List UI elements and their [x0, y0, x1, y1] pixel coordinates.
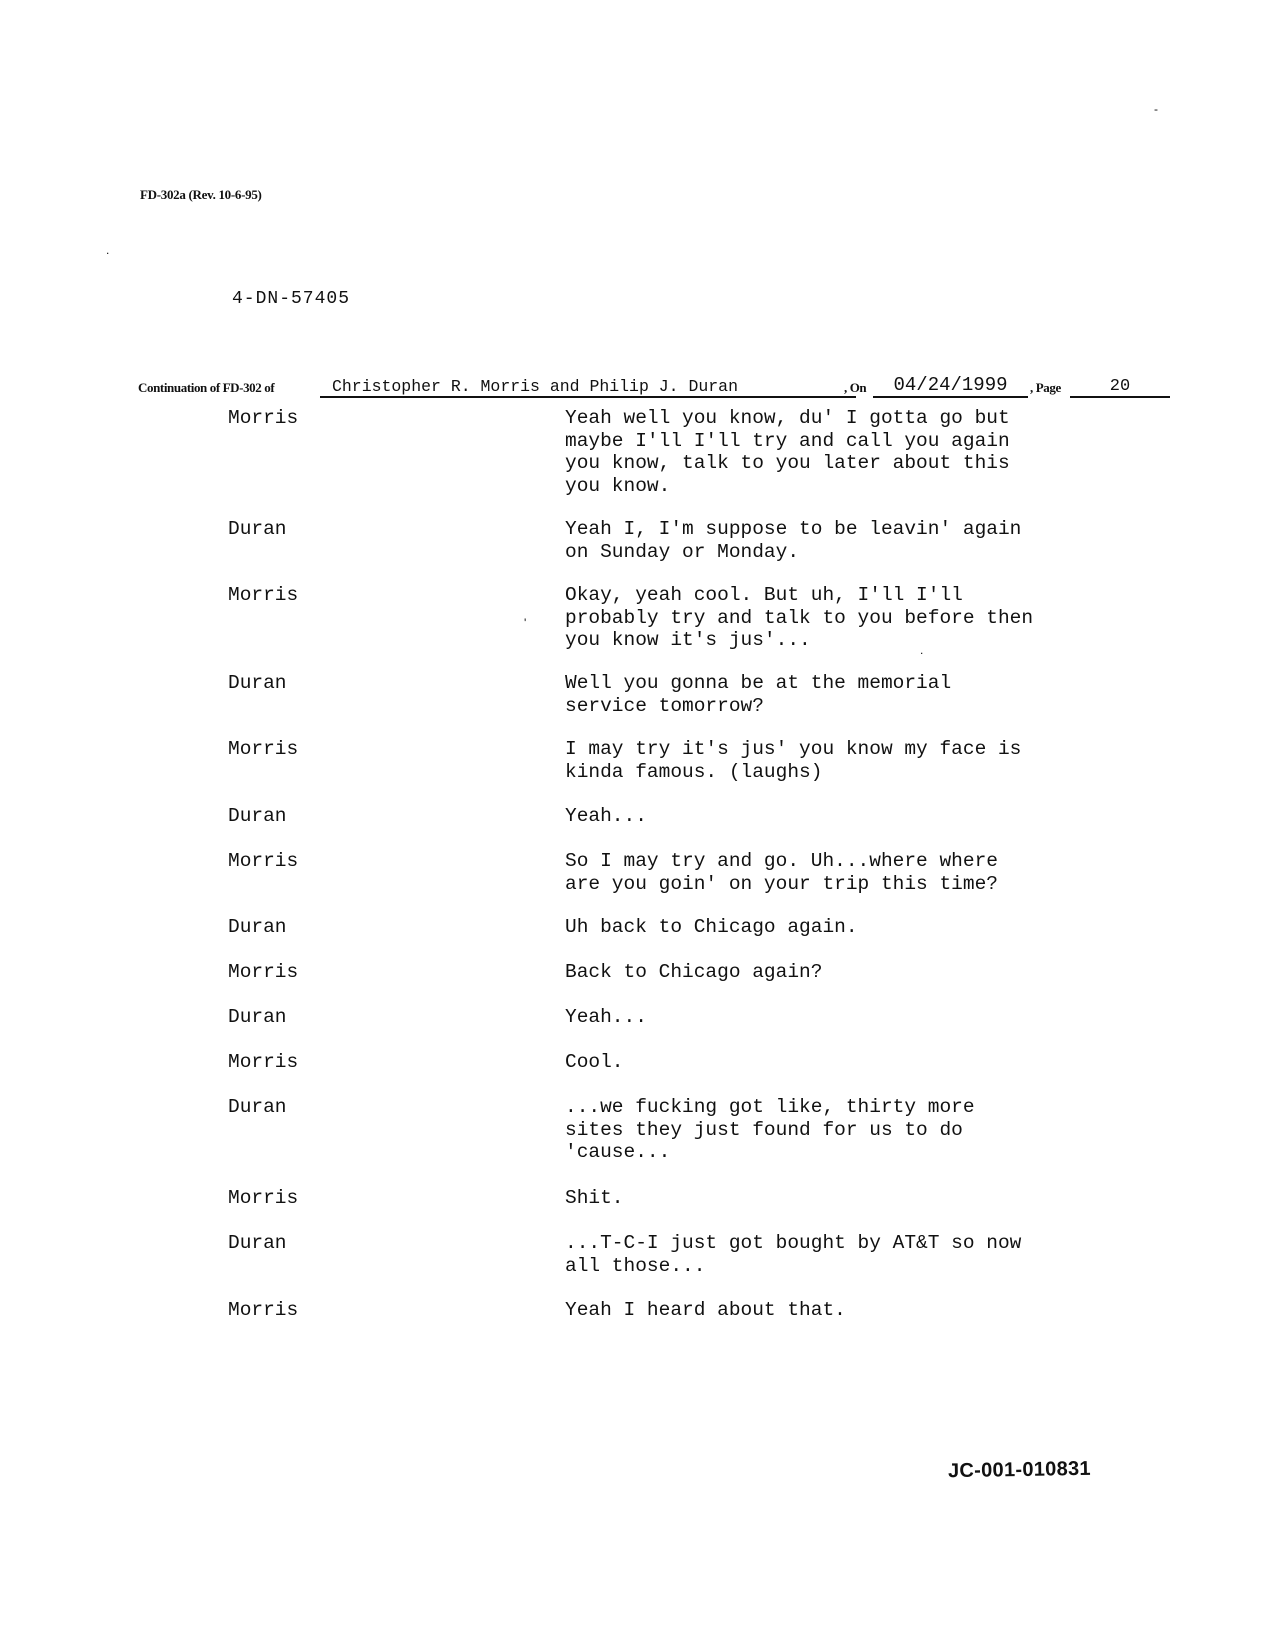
utterance: Yeah...: [565, 1006, 647, 1028]
file-number: 4-DN-57405: [232, 289, 351, 309]
speaker: Morris: [228, 850, 299, 872]
speaker: Morris: [228, 584, 299, 606]
utterance: I may try it's jus' you know my face is kinda famous. (laughs): [565, 738, 1022, 783]
speaker: Morris: [228, 1187, 299, 1209]
scan-speck: .: [920, 643, 924, 657]
utterance: Back to Chicago again?: [565, 961, 823, 983]
continuation-header: [138, 370, 1170, 398]
utterance: ...we fucking got like, thirty more sites they just found for us to do 'cause...: [565, 1096, 975, 1163]
utterance: Yeah I heard about that.: [565, 1299, 846, 1321]
scan-speck: .: [106, 243, 110, 257]
speaker: Duran: [228, 518, 287, 540]
speaker: Duran: [228, 1096, 287, 1118]
subject-field: Christopher R. Morris and Philip J. Duran: [320, 377, 856, 398]
on-label: , On: [844, 380, 867, 395]
bates-number: JC-001-010831: [947, 1457, 1092, 1483]
date-field: 04/24/1999: [873, 374, 1028, 398]
utterance: So I may try and go. Uh...where where are you goin' on your trip this time?: [565, 850, 998, 895]
page-number-field: 20: [1070, 377, 1170, 398]
utterance: Yeah well you know, du' I gotta go but maybe I'll I'll try and call you again you know, talk to you later about this you know.: [565, 407, 1010, 497]
utterance: Okay, yeah cool. But uh, I'll I'll probably try and talk to you before then you know it's jus'...: [565, 584, 1034, 651]
speaker: Duran: [228, 916, 287, 938]
page-label: , Page: [1030, 380, 1061, 395]
scan-speck: -: [1154, 102, 1158, 116]
speaker: Morris: [228, 1299, 299, 1321]
utterance: Uh back to Chicago again.: [565, 916, 858, 938]
form-id: FD-302a (Rev. 10-6-95): [140, 187, 262, 202]
speaker: Duran: [228, 672, 287, 694]
utterance: Cool.: [565, 1051, 624, 1073]
speaker: Morris: [228, 961, 299, 983]
speaker: Morris: [228, 407, 299, 429]
utterance: Shit.: [565, 1187, 624, 1209]
speaker: Morris: [228, 738, 299, 760]
utterance: Well you gonna be at the memorial service tomorrow?: [565, 672, 952, 717]
scan-speck: ': [524, 616, 527, 630]
speaker: Duran: [228, 805, 287, 827]
utterance: ...T-C-I just got bought by AT&T so now all those...: [565, 1232, 1022, 1277]
continuation-label: Continuation of FD-302 of: [138, 380, 275, 395]
speaker: Morris: [228, 1051, 299, 1073]
utterance: Yeah...: [565, 805, 647, 827]
speaker: Duran: [228, 1232, 287, 1254]
speaker: Duran: [228, 1006, 287, 1028]
utterance: Yeah I, I'm suppose to be leavin' again on Sunday or Monday.: [565, 518, 1022, 563]
